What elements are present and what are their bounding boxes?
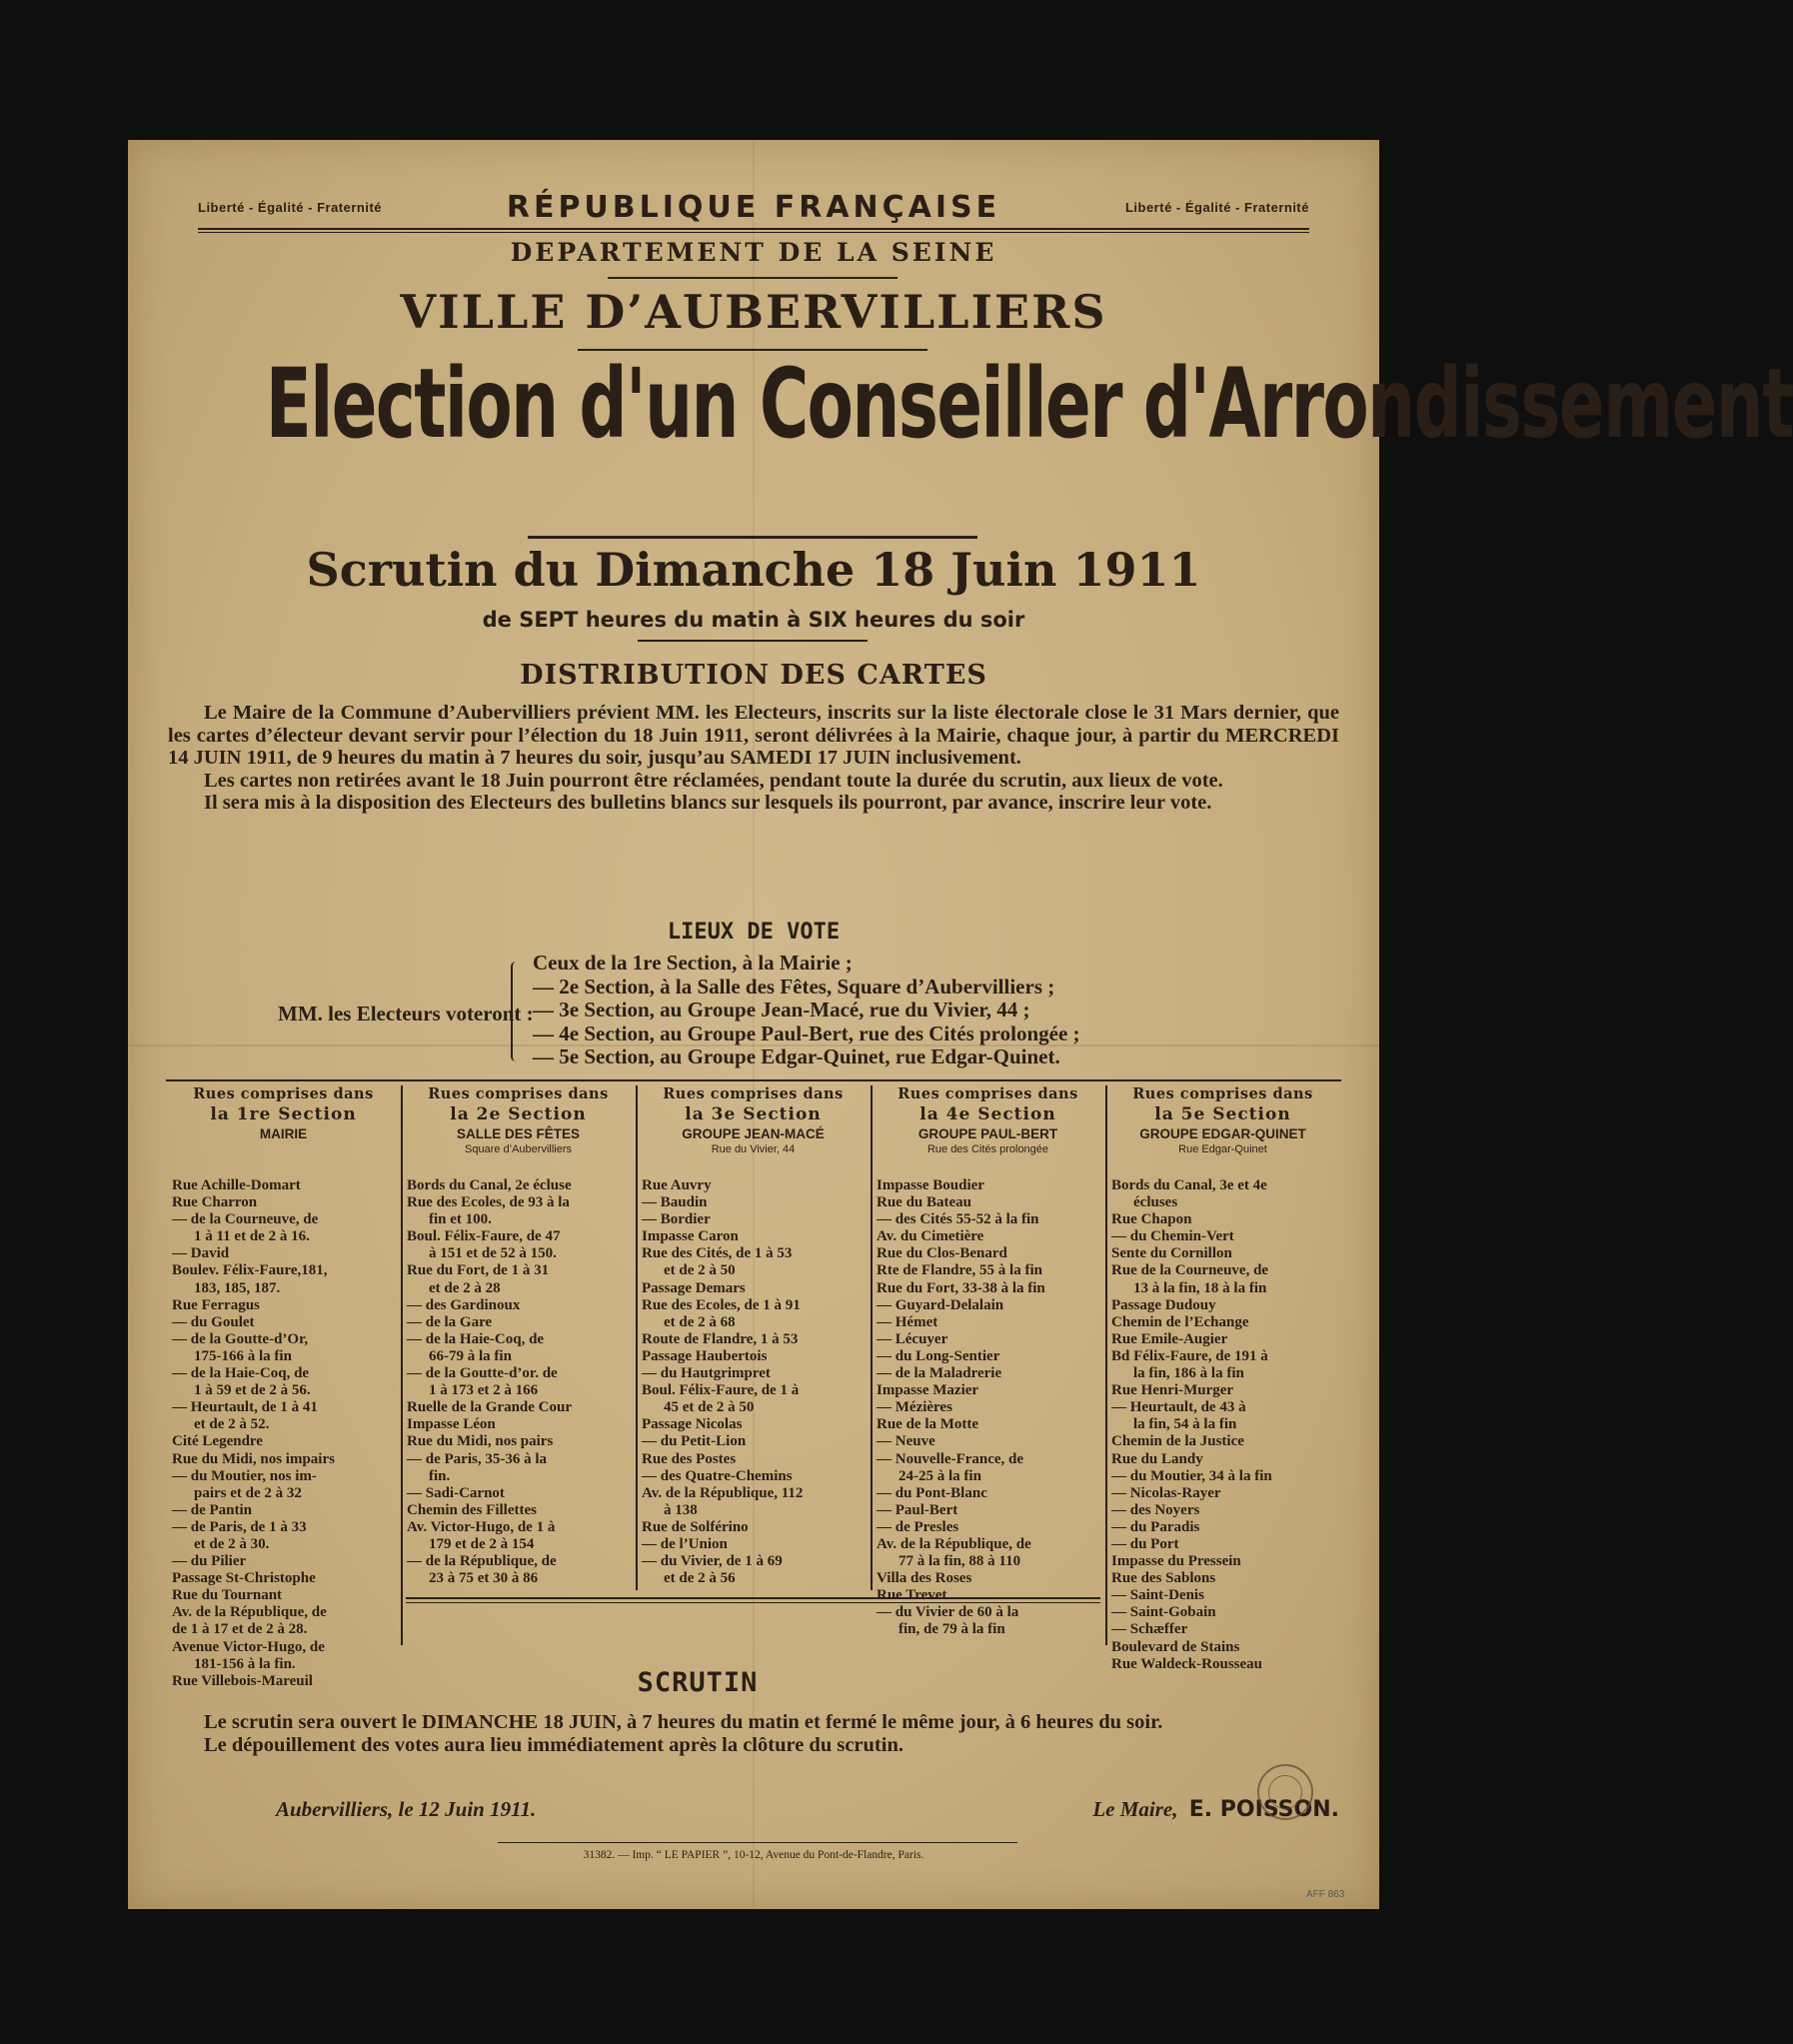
street-entry: Rue Henri-Murger <box>1111 1382 1234 1399</box>
street-entry: pairs et de 2 à 32 <box>194 1484 302 1501</box>
street-entry: — des Gardinoux <box>407 1296 521 1313</box>
voting-hours: de SEPT heures du matin à SIX heures du soir <box>482 608 1025 632</box>
signature-line <box>276 1797 1339 1827</box>
street-entry: — Saint-Denis <box>1111 1587 1204 1604</box>
street-entry: — de Paris, 35-36 à la <box>407 1450 547 1467</box>
street-entry: 13 à la fin, 18 à la fin <box>1133 1279 1267 1296</box>
street-list <box>877 1177 1101 1639</box>
departement-title: DEPARTEMENT DE LA SEINE <box>510 238 997 267</box>
street-entry: Boul. Félix-Faure, de 1 à <box>642 1382 800 1399</box>
street-entry: Boul. Félix-Faure, de 47 <box>407 1228 561 1245</box>
scrutin-paragraph-2: Le dépouillement des votes aura lieu immédiatement après la clôture du scrutin. <box>204 1733 903 1756</box>
poster-sheet <box>128 140 1793 1909</box>
street-list <box>642 1177 867 1587</box>
street-entry: et de 2 à 68 <box>664 1313 736 1330</box>
street-entry: et de 2 à 30. <box>194 1535 270 1552</box>
street-entry: Cité Legendre <box>172 1433 263 1450</box>
street-entry: — de la Haie-Coq, de <box>172 1365 310 1382</box>
polling-place: — 4e Section, au Groupe Paul-Bert, rue des Cités prolongée ; <box>533 1021 1080 1045</box>
street-entry: Passage Nicolas <box>642 1416 743 1433</box>
street-entry: de 1 à 17 et de 2 à 28. <box>172 1621 308 1638</box>
polling-place: — 3e Section, au Groupe Jean-Macé, rue du Vivier, 44 ; <box>533 998 1030 1022</box>
street-entry: Rue de Solférino <box>642 1518 749 1535</box>
column-header <box>401 1085 636 1155</box>
street-entry: Av. de la République, de <box>877 1535 1031 1552</box>
street-entry: Ruelle de la Grande Cour <box>407 1399 572 1416</box>
street-entry: — du Goulet <box>172 1313 255 1330</box>
street-entry: — de la Goutte-d’or. de <box>407 1365 558 1382</box>
street-entry: Avenue Victor-Hugo, de <box>172 1638 325 1655</box>
street-entry: — du Long-Sentier <box>877 1347 1000 1364</box>
street-entry: 24-25 à la fin <box>898 1467 981 1484</box>
street-entry: — de l’Union <box>642 1535 728 1552</box>
polling-place: — 2e Section, à la Salle des Fêtes, Square d’Aubervilliers ; <box>533 974 1055 999</box>
street-entry: — Nicolas-Rayer <box>1111 1484 1221 1501</box>
column-header <box>166 1085 401 1141</box>
street-entry: Rue de la Courneuve, de <box>1111 1262 1269 1279</box>
street-entry: Chemin des Fillettes <box>407 1501 537 1518</box>
street-list <box>1111 1177 1336 1673</box>
street-entry: Rte de Flandre, 55 à la fin <box>877 1262 1042 1279</box>
street-entry: Rue Waldeck-Rousseau <box>1111 1655 1262 1672</box>
column-header-line: Rues comprises dans <box>897 1085 1078 1102</box>
column-header-line: Rues comprises dans <box>193 1085 374 1102</box>
section-column-1 <box>166 1085 401 1755</box>
street-entry: Rue Villebois-Mareuil <box>172 1672 313 1689</box>
motto-left: Liberté - Égalité - Fraternité <box>198 200 383 215</box>
section-column-4 <box>871 1085 1105 1755</box>
column-header-line: Rues comprises dans <box>1132 1085 1313 1102</box>
polling-place-name: GROUPE JEAN-MACÉ <box>682 1126 825 1141</box>
street-entry: Sente du Cornillon <box>1111 1245 1232 1262</box>
street-entry: à 138 <box>664 1501 698 1518</box>
street-entry: Rue du Fort, de 1 à 31 <box>407 1262 550 1279</box>
street-entry: — du Vivier, de 1 à 69 <box>642 1553 783 1570</box>
street-entry: Passage St-Christophe <box>172 1570 316 1587</box>
street-entry: — Mézières <box>877 1399 952 1416</box>
column-header-line: Rues comprises dans <box>663 1085 844 1102</box>
street-entry: Rue Charron <box>172 1194 258 1211</box>
street-list <box>172 1177 397 1690</box>
street-entry: — de Pantin <box>172 1501 253 1518</box>
street-entry: écluses <box>1133 1194 1178 1211</box>
street-entry: Bd Félix-Faure, de 191 à <box>1111 1347 1268 1364</box>
section-number: la 4e Section <box>919 1104 1056 1124</box>
street-entry: — Schæffer <box>1111 1621 1188 1638</box>
street-entry: Impasse Caron <box>642 1228 739 1245</box>
street-entry: — du Pilier <box>172 1553 247 1570</box>
street-entry: Passage Demars <box>642 1279 746 1296</box>
street-entry: Rue du Midi, nos pairs <box>407 1433 554 1450</box>
street-entry: 23 à 75 et 30 à 86 <box>429 1570 539 1587</box>
archive-stamp <box>1257 1764 1313 1820</box>
column-header <box>636 1085 871 1155</box>
scrutin-date: Scrutin du Dimanche 18 Juin 1911 <box>306 543 1201 597</box>
street-entry: Passage Dudouy <box>1111 1296 1216 1313</box>
street-entry: — des Noyers <box>1111 1501 1200 1518</box>
street-entry: et de 2 à 52. <box>194 1416 270 1433</box>
column-header <box>871 1085 1105 1155</box>
street-entry: — du Hautgrimpret <box>642 1365 771 1382</box>
street-entry: Rue des Cités, de 1 à 53 <box>642 1245 793 1262</box>
polling-place-name: SALLE DES FÊTES <box>456 1126 581 1141</box>
section-number: la 5e Section <box>1154 1104 1291 1124</box>
street-entry: Impasse Mazier <box>877 1382 979 1399</box>
street-entry: Route de Flandre, 1 à 53 <box>642 1330 799 1347</box>
street-entry: Rue du Midi, nos impairs <box>172 1450 335 1467</box>
street-entry: — Baudin <box>642 1194 708 1211</box>
polling-place: — 5e Section, au Groupe Edgar-Quinet, rue Edgar-Quinet. <box>533 1044 1060 1068</box>
street-entry: — Paul-Bert <box>877 1501 958 1518</box>
table-top-rule <box>166 1079 1341 1081</box>
street-entry: Boulev. Félix-Faure,181, <box>172 1262 328 1279</box>
street-entry: — de la République, de <box>407 1553 557 1570</box>
section-number: la 1re Section <box>210 1104 357 1124</box>
street-entry: — Hémet <box>877 1313 938 1330</box>
street-entry: 45 et de 2 à 50 <box>664 1399 755 1416</box>
street-entry: 1 à 173 et 2 à 166 <box>429 1382 539 1399</box>
election-title: Election d'un Conseiller d'Arrondissement <box>265 348 1793 460</box>
street-entry: Rue du Clos-Benard <box>877 1245 1007 1262</box>
notice-paragraph-2: Les cartes non retirées avant le 18 Juin pourront être réclamées, pendant toute la durée du scrutin, aux lieux de vote. <box>204 769 1223 792</box>
street-entry: — du Paradis <box>1111 1518 1200 1535</box>
street-entry: Rue Auvry <box>642 1177 712 1193</box>
street-entry: Rue des Sablons <box>1111 1570 1216 1587</box>
polling-place-address: Rue des Cités prolongée <box>926 1143 1049 1155</box>
column-header <box>1105 1085 1340 1155</box>
street-entry: 175-166 à la fin <box>194 1347 292 1364</box>
street-entry: la fin, 54 à la fin <box>1133 1416 1237 1433</box>
street-entry: Av. Victor-Hugo, de 1 à <box>407 1518 556 1535</box>
street-entry: et de 2 à 28 <box>429 1279 501 1296</box>
street-entry: Rue Ferragus <box>172 1296 260 1313</box>
header-rule-thin <box>198 232 1309 233</box>
street-entry: 1 à 11 et de 2 à 16. <box>194 1228 310 1245</box>
street-entry: Rue des Ecoles, de 1 à 91 <box>642 1296 801 1313</box>
scrutin-paragraph-1: Le scrutin sera ouvert le DIMANCHE 18 JUIN, à 7 heures du matin et fermé le même jour, à 6 heures du soir. <box>204 1711 1163 1733</box>
street-entry: Passage Haubertois <box>642 1347 768 1364</box>
printer-imprint: 31382. — Imp. “ LE PAPIER ”, 10-12, Avenue du Pont-de-Flandre, Paris. <box>583 1849 924 1861</box>
street-entry: Rue Achille-Domart <box>172 1177 301 1193</box>
street-entry: Rue des Postes <box>642 1450 737 1467</box>
street-entry: — du Moutier, 34 à la fin <box>1111 1467 1272 1484</box>
street-entry: 183, 185, 187. <box>194 1279 281 1296</box>
lieux-de-vote-title: LIEUX DE VOTE <box>667 920 841 945</box>
street-entry: — du Petit-Lion <box>642 1433 747 1450</box>
street-entry: — de la Goutte-d’Or, <box>172 1330 309 1347</box>
mayor-label: Le Maire, <box>1092 1797 1178 1821</box>
street-entry: Av. du Cimetière <box>877 1228 984 1245</box>
street-entry: Av. de la République, 112 <box>642 1484 804 1501</box>
header-rule <box>198 228 1309 230</box>
section-column-5 <box>1105 1085 1340 1755</box>
imprint-rule <box>498 1842 1017 1843</box>
street-entry: — du Port <box>1111 1535 1179 1552</box>
section-number: la 2e Section <box>450 1104 587 1124</box>
street-entry: Chemin de la Justice <box>1111 1433 1244 1450</box>
street-entry: 1 à 59 et de 2 à 56. <box>194 1382 311 1399</box>
street-entry: Rue du Tournant <box>172 1587 283 1604</box>
street-entry: et de 2 à 56 <box>664 1570 736 1587</box>
archive-stamp-inner <box>1268 1775 1302 1809</box>
ville-title: VILLE D’AUBERVILLIERS <box>400 285 1107 339</box>
polling-place-name: GROUPE PAUL-BERT <box>917 1126 1058 1141</box>
street-entry: la fin, 186 à la fin <box>1133 1365 1244 1382</box>
polling-place-address: Rue Edgar-Quinet <box>1178 1143 1267 1155</box>
polling-place-name: GROUPE EDGAR-QUINET <box>1139 1126 1306 1141</box>
polling-place-address: Square d’Aubervilliers <box>465 1143 572 1155</box>
street-entry: Rue du Bateau <box>877 1194 972 1211</box>
dept-underline <box>608 277 897 279</box>
notice-text <box>168 702 1339 815</box>
section-column-2 <box>401 1085 636 1755</box>
street-entry: — David <box>172 1245 230 1262</box>
streets-table <box>166 1085 1340 1755</box>
motto-right: Liberté - Égalité - Fraternité <box>1124 200 1309 215</box>
street-entry: — Heurtault, de 1 à 41 <box>172 1399 318 1416</box>
street-entry: — Bordier <box>642 1211 711 1228</box>
street-entry: Rue Trevet <box>877 1587 947 1604</box>
shelfmark-label: AFF 863 <box>1306 1889 1345 1900</box>
street-entry: — de la Gare <box>407 1313 493 1330</box>
polling-place-address: Rue du Vivier, 44 <box>711 1143 796 1155</box>
street-entry: Impasse Boudier <box>877 1177 984 1193</box>
street-entry: — de Paris, de 1 à 33 <box>172 1518 307 1535</box>
street-entry: fin et 100. <box>429 1211 492 1228</box>
street-entry: — du Pont-Blanc <box>877 1484 987 1501</box>
street-entry: — des Quatre-Chemins <box>642 1467 793 1484</box>
street-entry: — Nouvelle-France, de <box>877 1450 1024 1467</box>
street-entry: Chemin de l’Echange <box>1111 1313 1249 1330</box>
street-entry: — Lécuyer <box>877 1330 948 1347</box>
republique-title: RÉPUBLIQUE FRANÇAISE <box>506 190 1001 225</box>
street-entry: — Guyard-Delalain <box>877 1296 1004 1313</box>
street-entry: 77 à la fin, 88 à 110 <box>898 1553 1021 1570</box>
street-entry: Impasse du Pressein <box>1111 1553 1241 1570</box>
street-entry: — Heurtault, de 43 à <box>1111 1399 1246 1416</box>
street-entry: fin, de 79 à la fin <box>898 1621 1005 1638</box>
street-entry: — de Presles <box>877 1518 959 1535</box>
street-entry: Boulevard de Stains <box>1111 1638 1240 1655</box>
street-entry: — de la Maladrerie <box>877 1365 1002 1382</box>
street-entry: Rue du Fort, 33-38 à la fin <box>877 1279 1045 1296</box>
street-entry: fin. <box>429 1467 451 1484</box>
republic-header <box>198 190 1309 230</box>
polling-place-name: MAIRIE <box>259 1126 308 1141</box>
polling-places-list <box>533 952 1080 1069</box>
brace <box>511 962 521 1061</box>
hours-underline <box>638 640 868 642</box>
street-entry: — Saint-Gobain <box>1111 1604 1216 1621</box>
street-entry: 66-79 à la fin <box>429 1347 512 1364</box>
column-header-line: Rues comprises dans <box>428 1085 609 1102</box>
street-entry: 181-156 à la fin. <box>194 1655 296 1672</box>
street-entry: — des Cités 55-52 à la fin <box>877 1211 1039 1228</box>
street-entry: à 151 et de 52 à 150. <box>429 1245 557 1262</box>
street-list <box>407 1177 632 1587</box>
polling-place: Ceux de la 1re Section, à la Mairie ; <box>533 951 853 975</box>
street-entry: et de 2 à 50 <box>664 1262 736 1279</box>
street-entry: Rue Chapon <box>1111 1211 1192 1228</box>
street-entry: Rue des Ecoles, de 93 à la <box>407 1194 570 1211</box>
street-entry: Bords du Canal, 3e et 4e <box>1111 1177 1267 1193</box>
street-entry: Rue du Landy <box>1111 1450 1203 1467</box>
street-entry: — Neuve <box>877 1433 935 1450</box>
mayor-name: E. POISSON. <box>1188 1797 1339 1822</box>
street-entry: Villa des Roses <box>877 1570 972 1587</box>
street-entry: Rue de la Motte <box>877 1416 979 1433</box>
street-entry: — du Moutier, nos im- <box>172 1467 317 1484</box>
section-column-3 <box>636 1085 871 1755</box>
scrutin-text <box>168 1711 1339 1756</box>
street-entry: Rue Emile-Augier <box>1111 1330 1228 1347</box>
street-entry: Impasse Léon <box>407 1416 496 1433</box>
street-entry: — de la Haie-Coq, de <box>407 1330 545 1347</box>
street-entry: Bords du Canal, 2e écluse <box>407 1177 572 1193</box>
distribution-title: DISTRIBUTION DES CARTES <box>520 660 987 691</box>
street-entry: 179 et de 2 à 154 <box>429 1535 535 1552</box>
street-entry: Av. de la République, de <box>172 1604 327 1621</box>
electeurs-lead: MM. les Electeurs voteront : <box>278 1002 534 1025</box>
section-number: la 3e Section <box>685 1104 822 1124</box>
street-entry: — de la Courneuve, de <box>172 1211 319 1228</box>
notice-paragraph-1: Le Maire de la Commune d’Aubervilliers prévient MM. les Electeurs, inscrits sur la liste électorale close le 31 Mars dernier, que les cartes d’électeur devant servir pour l’élection du 18 Juin 1911, seront délivrées à la Mairie, chaque jour, à partir du MERCREDI 14 JUIN 1911, de 9 heures du matin à 7 heures du soir, jusqu’au SAMEDI 17 JUIN inclusivement. <box>168 702 1339 769</box>
street-entry: — Sadi-Carnot <box>407 1484 505 1501</box>
election-underline <box>528 536 977 539</box>
street-entry: — du Vivier de 60 à la <box>877 1604 1019 1621</box>
scrutin-title: SCRUTIN <box>637 1667 759 1698</box>
street-entry: — du Chemin-Vert <box>1111 1228 1234 1245</box>
notice-paragraph-3: Il sera mis à la disposition des Electeurs des bulletins blancs sur lesquels ils pourront, par avance, inscrire leur vote. <box>204 792 1212 814</box>
signature-date: Aubervilliers, le 12 Juin 1911. <box>276 1797 537 1821</box>
